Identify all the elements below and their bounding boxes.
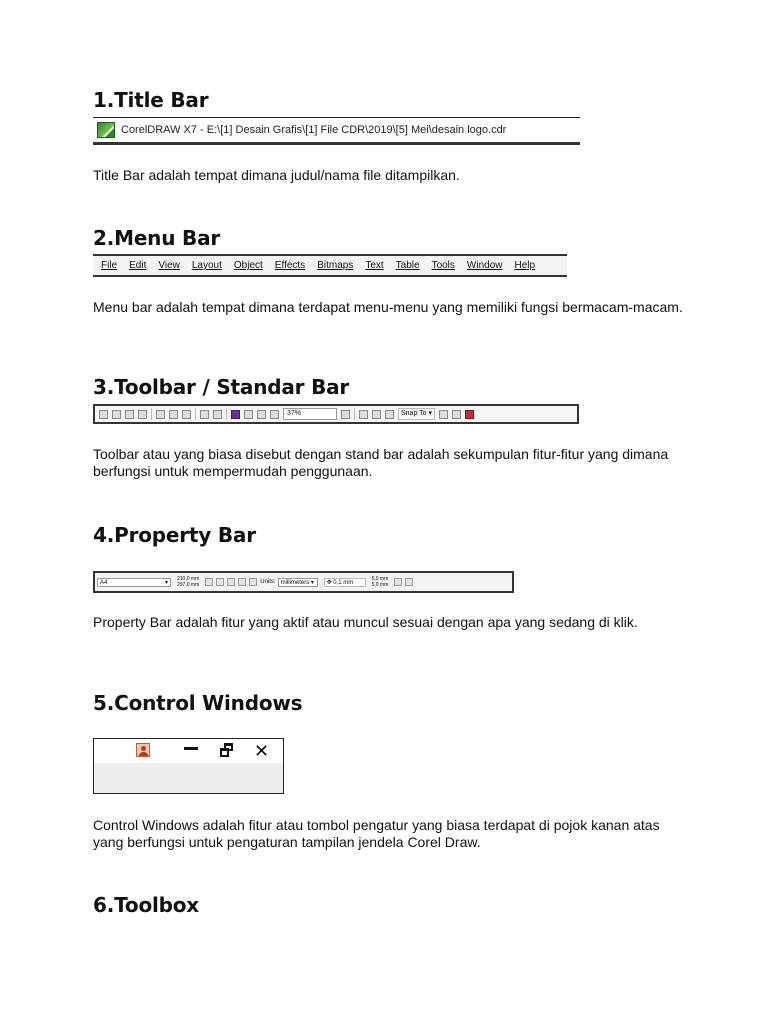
page-size-select: A4 ▾ <box>97 578 171 587</box>
options-icon <box>452 410 461 419</box>
nudge-value: 0,1 mm <box>333 579 354 586</box>
redo-icon <box>213 410 222 419</box>
units-select: millimeters ▾ <box>278 578 318 587</box>
menu-item-help: Help <box>514 260 536 271</box>
snap-to-dropdown: Snap To ▾ <box>398 408 435 420</box>
lock-ratio-icon <box>205 578 213 586</box>
show-grid-icon <box>372 410 381 419</box>
toolbar-separator <box>226 408 227 420</box>
toolbar-separator <box>151 408 152 420</box>
open-folder-icon <box>112 410 121 419</box>
menu-item-table: Table <box>395 260 420 271</box>
cut-icon <box>156 410 165 419</box>
user-account-icon <box>136 743 150 757</box>
duplicate-x-value: 5,0 mm <box>371 576 389 582</box>
heading-title-bar: 1.Title Bar <box>93 88 209 112</box>
menu-bar-screenshot <box>93 254 567 277</box>
toolbar-separator <box>354 408 355 420</box>
toolbar-separator <box>195 408 196 420</box>
page-height-value: 297,0 mm <box>177 582 200 588</box>
title-bar-text: CorelDRAW X7 - E:\[1] Desain Grafis\[1] File CDR\2019\[5] Mei\desain logo.cdr <box>121 124 507 136</box>
show-rulers-icon <box>359 410 368 419</box>
full-screen-icon <box>341 410 350 419</box>
page-layout-icon <box>394 578 402 586</box>
menu-item-bitmaps: Bitmaps <box>317 260 354 271</box>
heading-menu-bar: 2.Menu Bar <box>93 226 221 250</box>
paragraph-title-bar: Title Bar adalah tempat dimana judul/nama file ditampilkan. <box>93 167 460 183</box>
menu-item-tools: Tools <box>431 260 455 271</box>
paste-icon <box>182 410 191 419</box>
landscape-icon <box>227 578 235 586</box>
heading-property-bar: 4.Property Bar <box>93 523 256 547</box>
welcome-screen-icon <box>439 410 448 419</box>
paragraph-toolbar: Toolbar atau yang biasa disebut dengan stand bar adalah sekumpulan fitur-fitur yang dimana berfungsi untuk mempermudah penggunaan. <box>93 446 669 479</box>
export-icon <box>257 410 266 419</box>
menu-item-file: File <box>101 260 118 271</box>
restore-icon <box>220 743 234 757</box>
coreldraw-logo-icon <box>97 122 115 138</box>
paragraph-control-windows: Control Windows adalah fitur atau tombol pengatur yang biasa terdapat di pojok kanan atas yang berfungsi untuk pengaturan tampilan jendela Corel Draw. <box>93 817 660 850</box>
control-windows-screenshot <box>93 738 284 794</box>
application-launcher-icon <box>465 410 474 419</box>
new-document-icon <box>99 410 108 419</box>
portrait-icon <box>216 578 224 586</box>
import-icon <box>244 410 253 419</box>
heading-toolbar: 3.Toolbar / Standar Bar <box>93 375 350 399</box>
menu-item-layout: Layout <box>191 260 222 271</box>
duplicate-y-value: 5,0 mm <box>371 582 389 588</box>
page-width-value: 210,0 mm <box>177 576 200 582</box>
copy-icon <box>169 410 178 419</box>
menu-item-window: Window <box>466 260 503 271</box>
nudge-distance: ✥ 0,1 mm <box>324 578 366 587</box>
page-dimensions <box>177 576 199 588</box>
search-content-icon <box>231 410 240 419</box>
menu-item-effects: Effects <box>274 260 306 271</box>
heading-control-windows: 5.Control Windows <box>93 691 303 715</box>
title-bar-screenshot <box>93 117 580 145</box>
zoom-level: 37% <box>283 408 337 420</box>
publish-pdf-icon <box>270 410 279 419</box>
all-pages-icon <box>238 578 246 586</box>
duplicate-distance <box>372 576 389 588</box>
close-icon: ✕ <box>254 741 270 761</box>
menu-item-edit: Edit <box>129 260 147 271</box>
menu-item-view: View <box>158 260 180 271</box>
menu-item-text: Text <box>365 260 384 271</box>
paragraph-property-bar: Property Bar adalah fitur yang aktif atau muncul sesuai dengan apa yang sedang di klik. <box>93 614 638 630</box>
heading-toolbox: 6.Toolbox <box>93 893 199 917</box>
undo-icon <box>200 410 209 419</box>
options-icon <box>405 578 413 586</box>
show-guidelines-icon <box>385 410 394 419</box>
minimize-icon <box>184 747 198 750</box>
units-label: Units: <box>260 579 276 585</box>
property-bar-screenshot <box>93 571 514 593</box>
print-icon <box>138 410 147 419</box>
paragraph-menu-bar: Menu bar adalah tempat dimana terdapat menu-menu yang memiliki fungsi bermacam-macam. <box>93 299 683 315</box>
toolbar-screenshot <box>93 404 579 424</box>
current-page-icon <box>249 578 257 586</box>
menu-item-object: Object <box>233 260 263 271</box>
save-icon <box>125 410 134 419</box>
